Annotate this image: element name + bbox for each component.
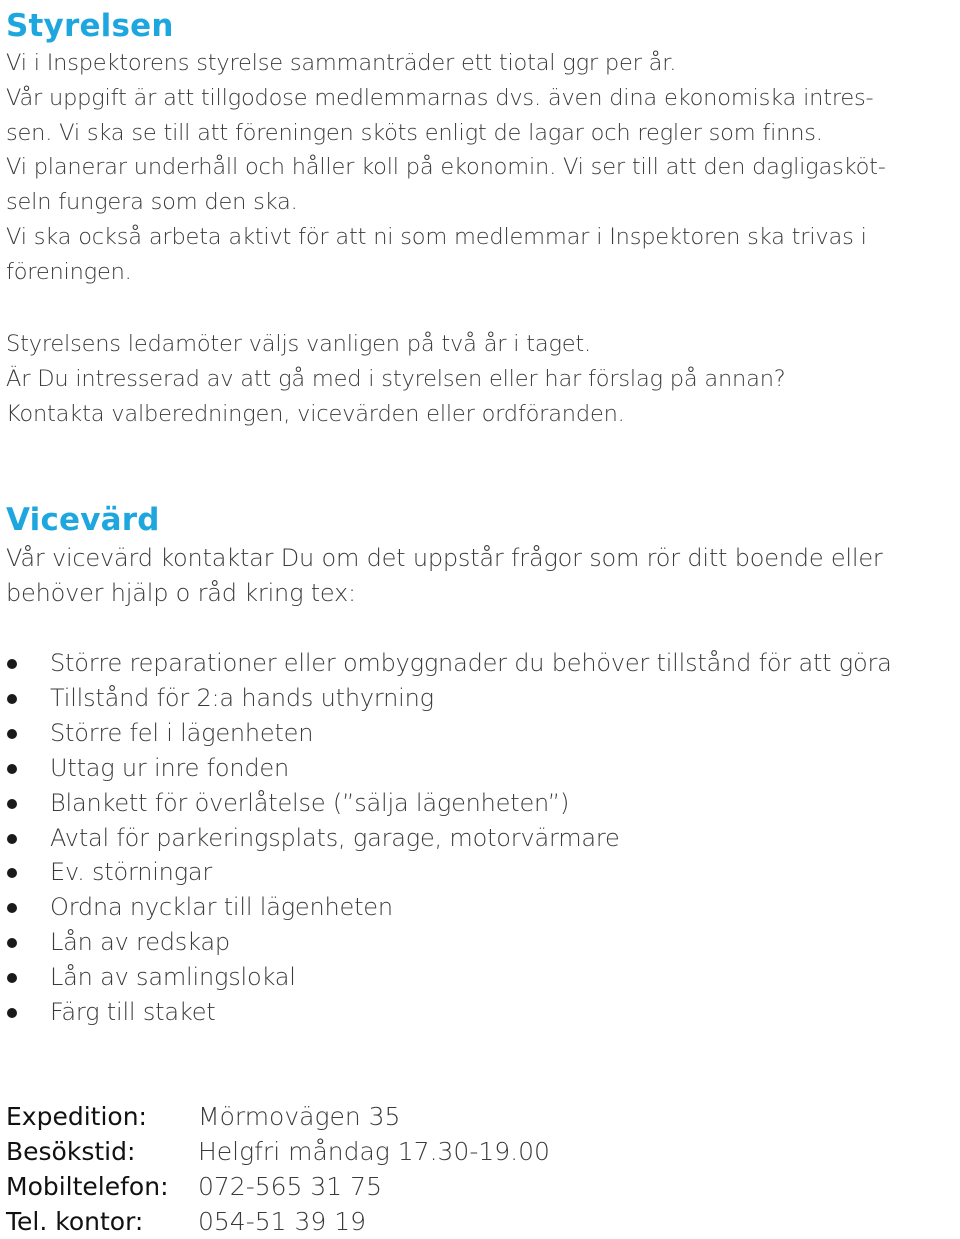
bullet-icon (7, 903, 17, 913)
styrelsen-paragraph-2 (6, 327, 786, 431)
bullet-icon (7, 694, 17, 704)
list-item (6, 786, 892, 821)
contact-label: Expedition: (6, 1102, 147, 1131)
contact-value: 054-51 39 19 (198, 1207, 367, 1236)
text-line: Kontakta valberedningen, vicevärden eller ordföranden. (6, 400, 625, 427)
text-line: Vi i Inspektorens styrelse sammanträder ett tiotal ggr per år. (6, 50, 677, 76)
list-item-text: Blankett för överlåtelse (”sälja lägenheten”) (50, 788, 570, 817)
contact-value: Mörmovägen 35 (198, 1102, 401, 1131)
list-item (6, 925, 892, 960)
bullet-icon (7, 938, 17, 948)
list-item-text: Större fel i lägenheten (50, 718, 314, 747)
list-item-text: Färg till staket (50, 998, 216, 1027)
text-line: Vi planerar underhåll och håller koll på ekonomin. Vi ser till att den dagligasköt- (6, 154, 886, 181)
contact-value: Helgfri måndag 17.30-19.00 (198, 1137, 550, 1166)
vicevard-heading: Vicevärd (6, 502, 160, 538)
text-line: behöver hjälp o råd kring tex: (6, 578, 356, 607)
text-line: Styrelsens ledamöter väljs vanligen på två år i taget. (6, 331, 592, 357)
list-item-text: Ordna nycklar till lägenheten (50, 893, 393, 922)
text-line: Vår vicevärd kontaktar Du om det uppstår frågor som rör ditt boende eller (6, 544, 883, 572)
bullet-icon (7, 973, 17, 983)
text-line: föreningen. (6, 258, 132, 285)
bullet-icon (7, 1008, 17, 1018)
bullet-icon (7, 764, 17, 774)
list-item-text: Avtal för parkeringsplats, garage, motorvärmare (50, 823, 620, 852)
bullet-icon (7, 868, 17, 878)
text-line: Vår uppgift är att tillgodose medlemmarnas dvs. även dina ekonomiska intres- (6, 84, 874, 111)
contact-label: Mobiltelefon: (6, 1172, 169, 1201)
contact-row-besokstid (6, 1134, 550, 1169)
list-item (6, 890, 892, 925)
list-item-text: Tillstånd för 2:a hands uthyrning (50, 683, 434, 712)
contact-label: Tel. kontor: (6, 1207, 144, 1236)
text-line: Vi ska också arbeta aktivt för att ni som medlemmar i Inspektoren ska trivas i (6, 223, 867, 250)
contact-row-mobiltelefon (6, 1169, 550, 1204)
list-item-text: Uttag ur inre fonden (50, 753, 290, 782)
text-line: seln fungera som den ska. (6, 189, 298, 216)
list-item (6, 995, 892, 1030)
contact-value: 072-565 31 75 (198, 1172, 382, 1201)
list-item-text: Ev. störningar (50, 858, 213, 887)
list-item (6, 716, 892, 751)
list-item (6, 646, 892, 681)
list-item (6, 960, 892, 995)
vicevard-task-list (6, 646, 892, 1030)
list-item (6, 751, 892, 786)
bullet-icon (7, 659, 17, 669)
contact-info-table (6, 1099, 550, 1239)
contact-label: Besökstid: (6, 1137, 136, 1166)
bullet-icon (7, 834, 17, 844)
list-item-text: Lån av samlingslokal (50, 963, 296, 992)
styrelsen-paragraph-1 (6, 46, 886, 290)
list-item (6, 821, 892, 856)
list-item-text: Lån av redskap (50, 928, 230, 957)
list-item (6, 681, 892, 716)
styrelsen-heading: Styrelsen (6, 8, 174, 44)
bullet-icon (7, 799, 17, 809)
text-line: Är Du intresserad av att gå med i styrelsen eller har förslag på annan? (6, 365, 786, 392)
text-line: sen. Vi ska se till att föreningen sköts enligt de lagar och regler som finns. (6, 119, 823, 146)
list-item (6, 855, 892, 890)
contact-row-expedition (6, 1099, 550, 1134)
vicevard-intro (6, 541, 883, 611)
list-item-text: Större reparationer eller ombyggnader du behöver tillstånd för att göra (50, 649, 892, 677)
bullet-icon (7, 729, 17, 739)
